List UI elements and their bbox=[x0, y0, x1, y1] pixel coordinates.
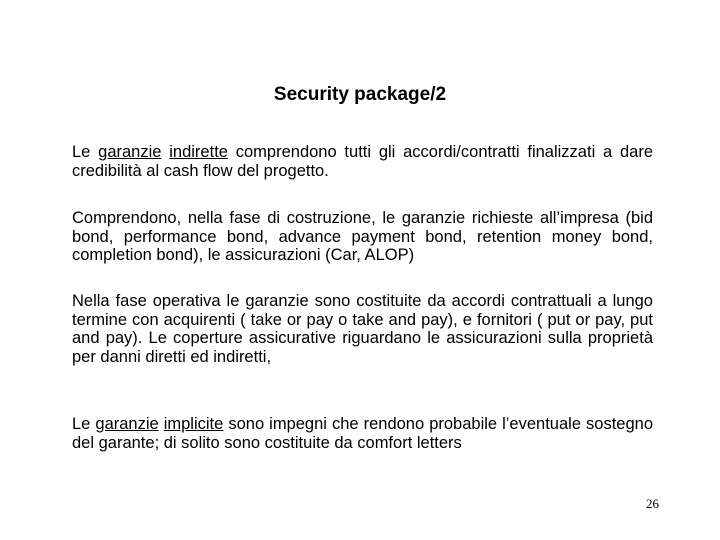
page-number: 26 bbox=[646, 496, 659, 511]
paragraph-implicit-guarantees bbox=[72, 415, 653, 452]
slide-title: Security package/2 bbox=[273, 84, 447, 105]
paragraph-indirect-guarantees bbox=[72, 143, 653, 180]
p4-text-start: Le bbox=[72, 415, 96, 433]
p1-underlined-garanzie: garanzie bbox=[98, 143, 162, 161]
paragraph-construction-phase: Comprendono, nella fase di costruzione, le garanzie richieste all’impresa (bid bond, performance bond, advance payment bond, retention money bond, completion bond), le assicurazioni (Car, ALOP) bbox=[72, 209, 653, 264]
p1-underlined-indirette: indirette bbox=[169, 143, 228, 161]
p1-text-end: comprendono tutti gli accordi/contratti finalizzati a dare credibilità al cash flow del progetto. bbox=[72, 143, 654, 180]
p1-text-start: Le bbox=[72, 143, 99, 161]
p4-underlined-garanzie: garanzie bbox=[95, 415, 159, 433]
p4-underlined-implicite: implicite bbox=[163, 415, 224, 433]
paragraph-operational-phase: Nella fase operativa le garanzie sono costituite da accordi contrattuali a lungo termine con acquirenti ( take or pay o take and pay), e fornitori ( put or pay, put and pay). Le coperture assicurative riguardano le assicurazioni sulla proprietà per danni diretti ed indiretti, bbox=[72, 292, 653, 366]
p4-text-end: sono impegni che rendono probabile l’eventuale sostegno del garante; di solito sono costituite da comfort letters bbox=[72, 415, 653, 452]
